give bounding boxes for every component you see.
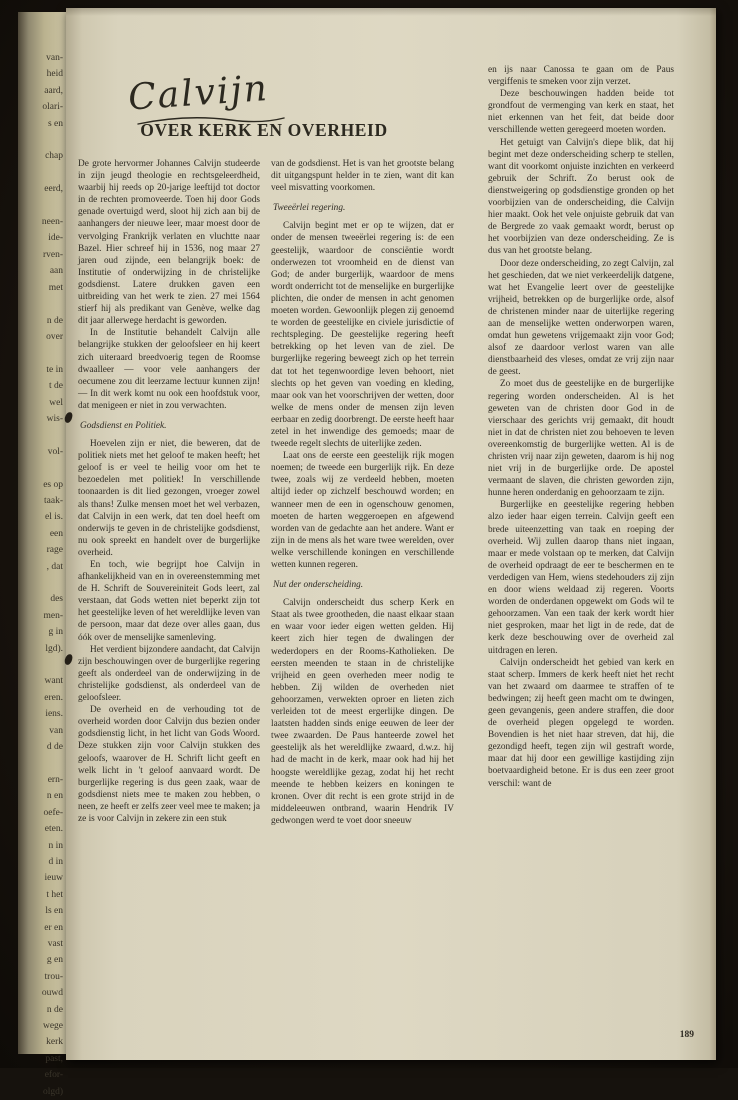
article-heading: OVER KERK EN OVERHEID bbox=[140, 120, 388, 140]
paragraph: ieuw bbox=[44, 873, 63, 884]
paragraph: Calvijn begint met er op te wijzen, dat er onder de mensen tweeërlei regering is: de een geestelijk, waardoor de consciëntie wordt onderwezen tot vroomheid en de dienst van God; de ander burgerlijk, waardoor de mens wordt onderricht tot de menselijke en burgerlijke plichten, die onder de mensen in acht genomen moeten worden. Gewoonlijk plegen zij genoemd te worden de geestelijke en civiele jurisdictie of rechtspleging. De geestelijke regering heeft betrekking op het leven van de ziel. De burgerlijke regering beweegt zich op het terrein dat tot het tegenwoordige leven behoort, niet slechts op het geven van voeding en kleding, maar ook van het voorschrijven der wetten, door welke de mens onder de mensen zijn leven eerbaar en zedig doorbrengt. De eerste heeft haar zetel in het inwendige des gemoeds; maar de tweede regelt slechts de uiterlijke zeden. bbox=[271, 221, 454, 450]
paragraph: g en bbox=[46, 955, 63, 966]
paragraph bbox=[21, 296, 63, 312]
paragraph: men- bbox=[43, 610, 63, 621]
paragraph: vol- bbox=[47, 446, 63, 457]
paragraph: ide- bbox=[48, 233, 63, 244]
paragraph: Hoevelen zijn er niet, die beweren, dat de politiek niets met het geloof te maken heeft; het geloof is er veel te heilig voor om het te bezoedelen met politiek! In verschillende toonaarden is dit lied gezongen, vroeger zowel als thans! Zulke mensen moet het wel verbazen, dat Calvijn in een werk, dat ten doel heeft om onderwijs te geven in de christelijke godsdienst, nu ook spreekt en handelt over de burgerlijke overheid. bbox=[78, 439, 260, 558]
paragraph: vast bbox=[47, 938, 63, 949]
previous-page-edge bbox=[18, 12, 66, 1097]
paragraph: En toch, wie begrijpt hoe Calvijn in afhankelijkheid van en in overeenstemming met de H. Schrift de Souvereiniteit Gods leert, zal verstaan, dat Gods wetten niet beperkt zijn tot het geestelijke leven of het wereldlijke leven van de persoon, maar dat deze over alles gaan, dus óók over de menselijke samenleving. bbox=[78, 560, 260, 643]
paragraph: Calvijn onderscheidt het gebied van kerk en staat scherp. Immers de kerk heeft niet het recht van het zwaard om daarmee te straffen of te bedwingen; zij heeft geen macht om te dwingen, geen gevangenis, geen andere straffen, die door de overheid plegen opgelegd te worden. Bovendien is het niet haar streven, dat hij, die gezondigd heeft, tegen zijn wil gestraft worde, maar dat hij door een gewillige kastijding zijn boetvaardigheid betone. Er is dus een zeer groot verschil: want de bbox=[488, 657, 674, 789]
paragraph bbox=[21, 345, 63, 361]
paragraph: eten. bbox=[44, 824, 63, 835]
paragraph: te in bbox=[46, 364, 63, 375]
paragraph: van bbox=[49, 725, 63, 736]
paragraph: s en bbox=[47, 118, 63, 129]
paragraph: oefe- bbox=[43, 807, 63, 818]
paragraph: want bbox=[44, 676, 63, 687]
paragraph: De overheid en de verhouding tot de overheid worden door Calvijn dus bezien onder godsdienstig licht, in het licht van Gods Woord. Deze stukken zijn voor Calvijn stukken des geloofs, waarover de H. Schrift licht geeft en welk licht in 't geloof aanvaard wordt. De burgerlijke regering is dus geen zaak, waar de godsdienst niets mee te maken zou hebben, o neen, ze heeft er zelfs zeer veel mee te maken; ja ze is voor Calvijn in zekere zin een stuk bbox=[78, 705, 260, 824]
text-column-3 bbox=[488, 64, 674, 1040]
paragraph: met bbox=[48, 282, 63, 293]
paragraph: heid bbox=[46, 69, 63, 80]
paragraph: er en bbox=[44, 922, 63, 933]
paragraph: n de bbox=[46, 315, 63, 326]
paragraph: aard, bbox=[44, 85, 63, 96]
section-heading: Godsdienst en Politiek. bbox=[80, 420, 167, 431]
paragraph: eerd, bbox=[44, 184, 63, 195]
paragraph: rage bbox=[46, 545, 63, 556]
paragraph: des bbox=[50, 594, 63, 605]
paragraph: van de godsdienst. Het is van het grootste belang dit uitgangspunt helder in te zien, want dit kan veel misvatting voorkomen. bbox=[271, 159, 454, 194]
paragraph: t het bbox=[46, 889, 63, 900]
paragraph: Deze beschouwingen hadden beide tot grondfout de vermenging van kerk en staat, het niet erkennen van het feit, dat beide door verschillende wetten geregeerd moeten worden. bbox=[488, 89, 674, 136]
paragraph: Calvijn onderscheidt dus scherp Kerk en Staat als twee grootheden, die naast elkaar staan en waar voor ieder eigen wetten gelden. Hij keert zich hier tegen de dwalingen der wederdopers en der Rooms-Katholieken. De eersten meenden te staan in de christelijke vrijheid en geen overheden meer nodig te hebben. Zij wilden de overheden niet gehoorzamen, verwekten oproer en lieten zich verleiden tot de meest ergerlijke dingen. De laatsten hadden sinds enige eeuwen de leer der twee zwaarden. De Paus hanteerde zowel het geestelijk als het wereldlijke zwaard, d.w.z. hij had de macht in de kerk, maar ook had hij het hoogste wereldlijke gezag, zodat hij het recht meende te hebben keizers en koningen te kronen. Over dit recht is een grote strijd in de middeleeuwen ontbrand, waarin Hendrik IV gedwongen werd te voet door sneeuw bbox=[271, 598, 454, 826]
paragraph: el is. bbox=[45, 512, 63, 523]
paragraph bbox=[21, 427, 63, 443]
paragraph: Het getuigt van Calvijn's diepe blik, dat hij begint met deze onderscheiding scherp te stellen, want dit voorkomt onjuiste inzichten en verkeerd gebruik der Schrift. Zo berust ook de dienstweigering op godsdienstige gronden op het voorbijzien van de onderscheiding, die Calvijn hier maakt. Ook het vele onjuiste gebruik dat van de Bergrede zo vaak gemaakt wordt, berust op het voorbijzien van deze onderscheiding. Ze is dus van het grootste belang. bbox=[488, 137, 674, 257]
paragraph: ls en bbox=[45, 906, 63, 917]
paragraph: t de bbox=[49, 381, 63, 392]
paragraph: In de Institutie behandelt Calvijn alle belangrijke stukken der geloofsleer en hij keert zich uiteraard breedvoerig tegen de Roomse dwaalleer — voor vele aanhangers der oecumene zou dit leerzame lectuur kunnen zijn! — In dit werk komt nu ook een hoofdstuk voor, dat menigeen er niet in zou verwachten. bbox=[78, 328, 260, 411]
paragraph bbox=[21, 657, 63, 673]
paragraph: Zo moet dus de geestelijke en de burgerlijke regering worden onderscheiden. Al is het geweten van de christen door God in de vierschaar des gerichts vrij gemaakt, dit houdt niet in dat de christen niet zou behoeven te leven overeenkomstig de burgerlijke wetten. Al is de christen vrij naar zijn geweten, daarom is hij nog niet vrij in de burgerlijke orde. De apostel vermaant de slaven, die christen geworden zijn, hunne heren onderdanig en gehoorzaam te zijn. bbox=[488, 379, 674, 499]
paragraph: De grote hervormer Johannes Calvijn studeerde in zijn jeugd theologie en rechtsgeleerdheid, waarbij hij reeds op 20-jarige leeftijd tot doctor in de rechten promoveerde. Toen hij door Gods genade overtuigd werd, sloot hij zich aan bij de aanhangers der nieuwe leer, maar moest door de vervolging Frankrijk verlaten en vluchtte naar Bazel. Hier schreef hij in 1536, nog maar 27 jaren oud zijnde, een belangrijk boek: de Institutie of onderwijzing in de christelijke godsdienst. Latere drukken gaven een uitbreiding van het werk te zien. 27 mei 1564 stierf hij als predikant van Genève, welke dag dit jaar allerwege herdacht is geworden. bbox=[78, 159, 260, 327]
paragraph: ouwd bbox=[41, 988, 63, 999]
paragraph: es op bbox=[43, 479, 63, 490]
paragraph: wis- bbox=[46, 413, 63, 424]
paragraph: ern- bbox=[47, 774, 63, 785]
paragraph: efor- bbox=[44, 1070, 63, 1081]
paragraph: trou- bbox=[44, 971, 63, 982]
paragraph: iens. bbox=[45, 709, 63, 720]
paragraph bbox=[21, 165, 63, 181]
text-column-1 bbox=[78, 158, 260, 1050]
section-heading: Tweeërlei regering. bbox=[273, 203, 346, 214]
paragraph: rven- bbox=[42, 249, 63, 260]
paragraph: eren. bbox=[44, 692, 63, 703]
paragraph: Het verdient bijzondere aandacht, dat Calvijn zijn beschouwingen over de burgerlijke regering geeft als onderdeel van de onderwijzing in de christelijke godsdienst, als onderdeel van de geloofsleer. bbox=[78, 644, 260, 704]
paragraph bbox=[21, 198, 63, 214]
paragraph: een bbox=[49, 528, 63, 539]
paragraph: n en bbox=[46, 791, 63, 802]
paragraph: en ijs naar Canossa te gaan om de Paus vergiffenis te smeken voor zijn verzet. bbox=[488, 65, 674, 88]
paragraph: olgd) bbox=[42, 1086, 63, 1097]
paragraph bbox=[21, 132, 63, 148]
paragraph: wel bbox=[49, 397, 63, 408]
paragraph: Laat ons de eerste een geestelijk rijk mogen noemen; de tweede een burgerlijk rijk. En deze twee, zoals wij ze verdeeld hebben, moeten altijd ieder op zichzelf beschouwd worden; en wanneer men de een in ogenschouw genomen, moeten de harten weggeroepen en afgewend worden van de gedachte aan het andere. Want er zijn in de mens als het ware twee werelden, over welke verschillende koningen en verschillende wetten kunnen regeren. bbox=[271, 451, 454, 570]
ink-blot-icon bbox=[64, 411, 73, 423]
paragraph: n in bbox=[48, 840, 63, 851]
section-heading: Nut der onderscheiding. bbox=[273, 580, 364, 591]
paragraph: d in bbox=[48, 856, 63, 867]
paragraph: d de bbox=[46, 742, 63, 753]
book-page bbox=[66, 8, 716, 1060]
paragraph: aan bbox=[49, 266, 63, 277]
paragraph: chap bbox=[45, 151, 63, 162]
paragraph bbox=[21, 755, 63, 771]
paragraph: van- bbox=[46, 53, 63, 63]
paragraph: g in bbox=[48, 627, 63, 638]
paragraph: kerk bbox=[46, 1037, 63, 1048]
paragraph: over bbox=[46, 331, 63, 342]
paragraph: olari- bbox=[42, 102, 63, 113]
text-column-2 bbox=[271, 158, 454, 1050]
previous-page-fragments bbox=[21, 50, 63, 1100]
paragraph: Burgerlijke en geestelijke regering hebben alzo ieder haar eigen terrein. Calvijn geeft een brede uiteenzetting van taak en roeping der overheid. Wij zullen daarop thans niet ingaan, maar er mede volstaan op te merken, dat Calvijn de overheid opdraagt de eer te beschermen en te verdedigen van Hem, wiens stedehouders zij zijn en door wiens weldaad zij regeren. Voorts worden de onderdanen opgewekt om Gods wil te gehoorzamen. Van een taak der kerk wordt hier niet gesproken, maar het ligt in de rede, dat de kerk deze beschouwing over de overheid zal uitdragen en leren. bbox=[488, 500, 674, 656]
paragraph: wege bbox=[42, 1020, 63, 1031]
paragraph bbox=[21, 575, 63, 591]
page-shadow bbox=[66, 8, 716, 16]
article-script-title: Calvijn bbox=[126, 67, 271, 119]
ink-blot-icon bbox=[64, 653, 73, 665]
paragraph: past, bbox=[45, 1053, 63, 1064]
paragraph: n de bbox=[46, 1004, 63, 1015]
paragraph bbox=[21, 460, 63, 476]
paragraph: , dat bbox=[46, 561, 63, 572]
paragraph: lgd). bbox=[45, 643, 63, 654]
paragraph: taak- bbox=[44, 495, 63, 506]
page-number: 189 bbox=[679, 1030, 694, 1040]
paragraph: neen- bbox=[41, 217, 63, 228]
paragraph: Door deze onderscheiding, zo zegt Calvijn, zal het geschieden, dat we niet verkeerdelijk datgene, wat het Evangelie leert over de geestelijke vrijheid, betrekken op de burgerlijke orde, alsof de christenen minder naar de uiterlijke regering aan de menselijke wetten onderworpen waren, omdat hun gewetens vrijgemaakt zijn voor God; alsof ze daardoor verlost waren van alle dienstbaarheid des vleses, omdat ze vrij zijn naar de geest. bbox=[488, 258, 674, 378]
